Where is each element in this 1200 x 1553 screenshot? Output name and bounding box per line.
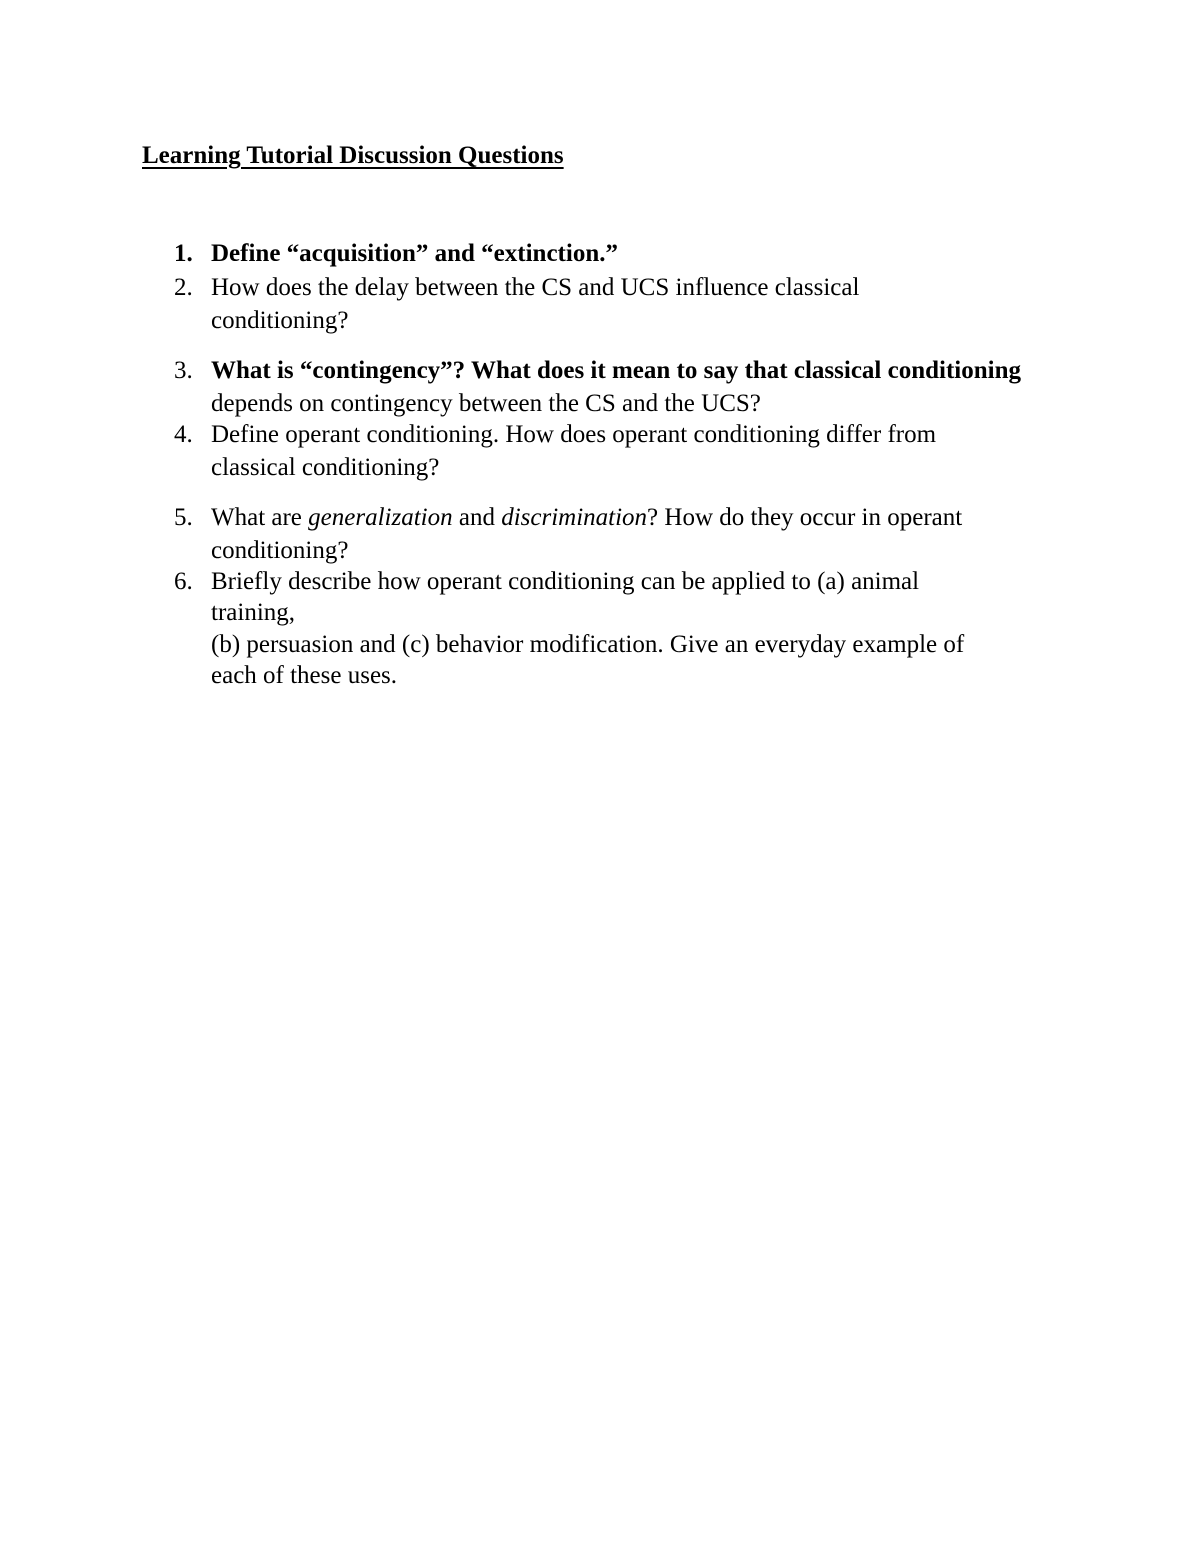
question-text-line: How does the delay between the CS and UCS influence classical	[211, 274, 860, 301]
question-text-line: training,	[211, 599, 296, 626]
question-text-run: and	[452, 504, 502, 531]
question-text-line: classical conditioning?	[211, 454, 440, 481]
document-title: Learning Tutorial Discussion Questions	[142, 142, 564, 169]
question-text-line: (b) persuasion and (c) behavior modification. Give an everyday example of	[211, 631, 965, 658]
question-text-run: What are	[211, 504, 309, 531]
question-text-line: depends on contingency between the CS and the UCS?	[211, 390, 761, 417]
question-number: 2.	[174, 274, 193, 301]
question-text: Define “acquisition” and “extinction.”	[211, 240, 618, 267]
question-text-line: Define operant conditioning. How does operant conditioning differ from	[211, 421, 937, 448]
question-text-run: ? How do they occur in operant	[647, 504, 963, 531]
question-number: 4.	[174, 421, 193, 448]
question-text-line: each of these uses.	[211, 662, 398, 689]
question-number: 5.	[174, 504, 193, 531]
question-text-line: What is “contingency”? What does it mean to say that classical conditioning	[211, 357, 1021, 384]
question-number: 6.	[174, 568, 193, 595]
question-number: 3.	[174, 357, 193, 384]
question-text-line: conditioning?	[211, 307, 349, 334]
question-text-line: conditioning?	[211, 537, 349, 564]
question-text-line: Briefly describe how operant conditioning can be applied to (a) animal	[211, 568, 920, 595]
question-text-line	[211, 502, 962, 534]
question-term-discrimination: discrimination	[501, 504, 648, 531]
question-number: 1.	[174, 240, 193, 267]
question-term-generalization: generalization	[308, 504, 453, 531]
